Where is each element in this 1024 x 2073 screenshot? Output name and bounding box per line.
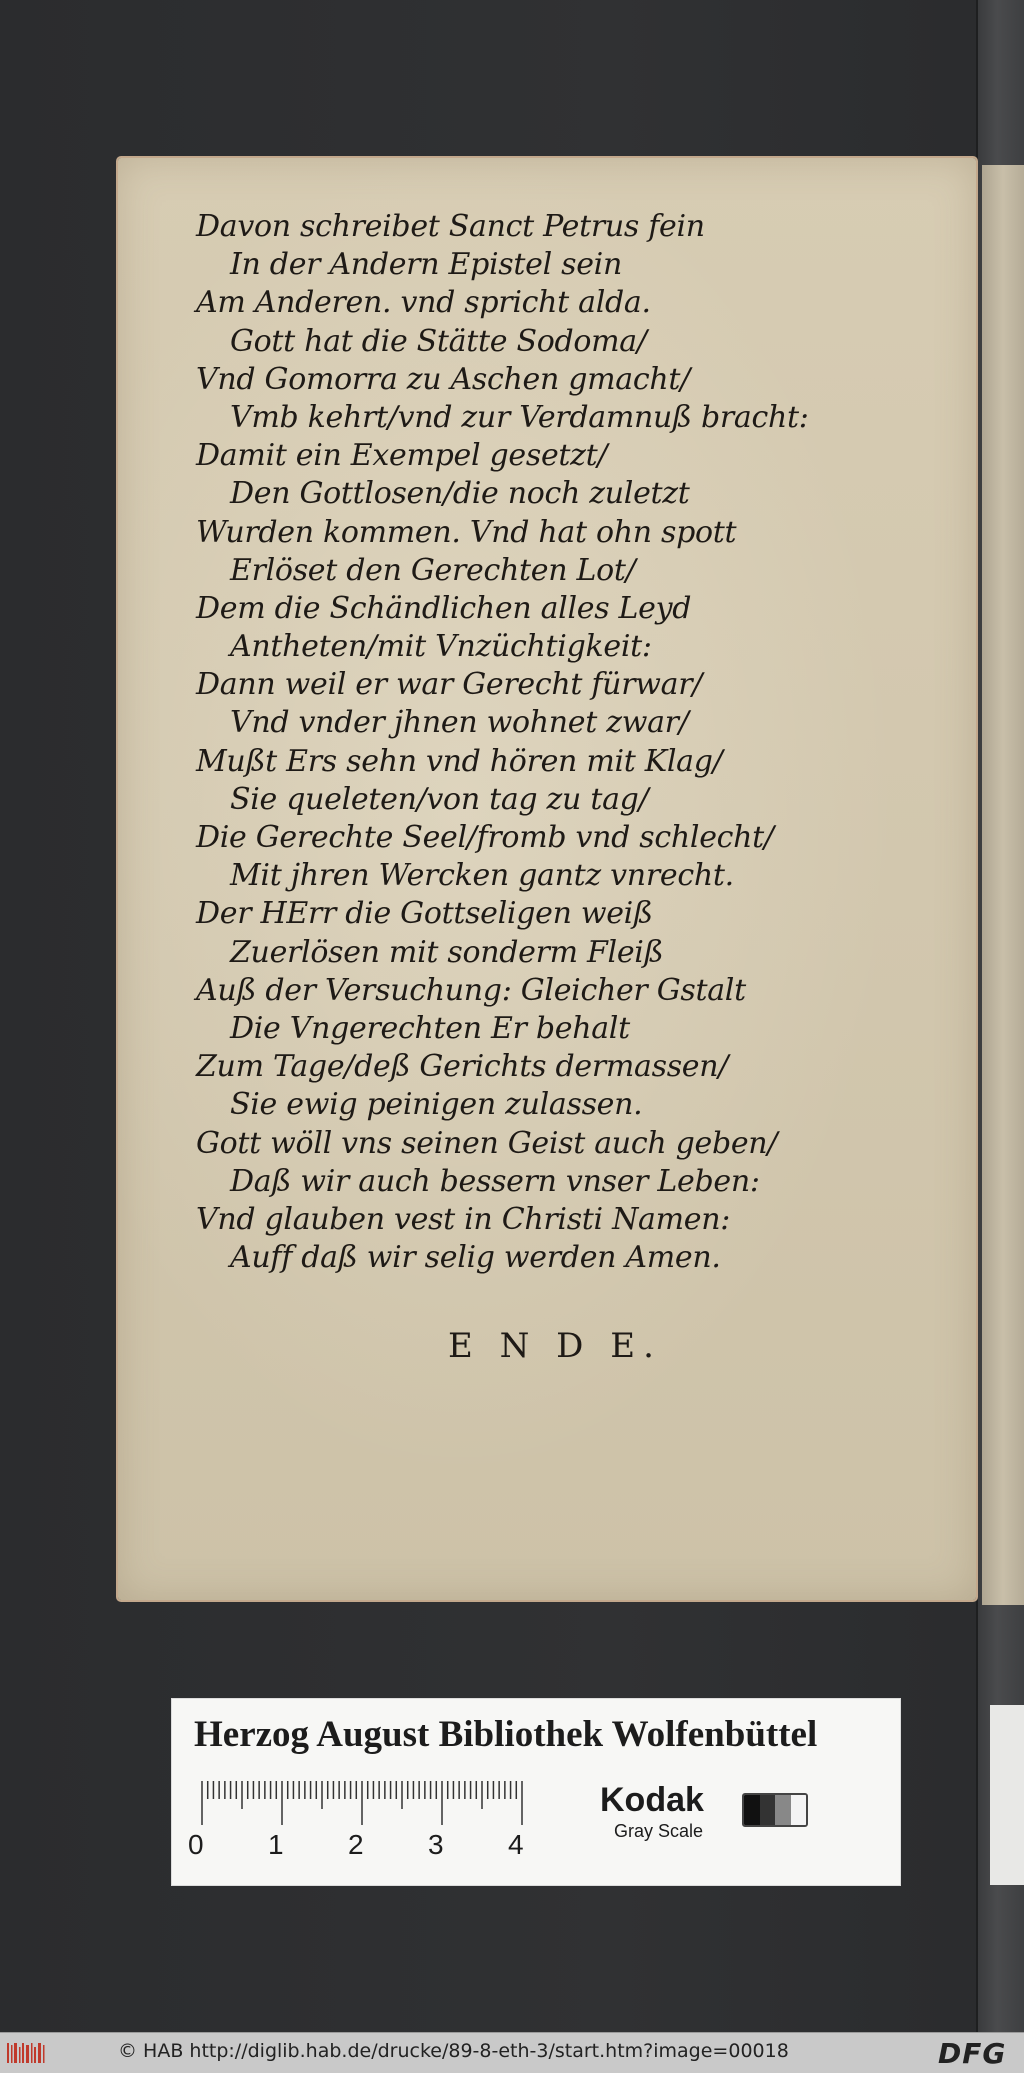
verse-line: Die Vngerechten Er behalt: [230, 1010, 630, 1046]
ruler-number: 0: [188, 1829, 204, 1860]
citation-link[interactable]: © HAB http://diglib.hab.de/drucke/89-8-eth-3/start.htm?image=00018: [118, 2040, 789, 2062]
adjacent-card-edge: [990, 1705, 1024, 1885]
verse-line: Sie queleten/von tag zu tag/: [230, 781, 649, 817]
verse-line: Vnd vnder jhnen wohnet zwar/: [230, 705, 689, 741]
ruler-number: 3: [428, 1829, 444, 1860]
verse-line: Antheten/mit Vnzüchtigkeit:: [230, 629, 652, 665]
verse-line: Dann weil er war Gerecht fürwar/: [196, 667, 703, 703]
dfg-logo: DFG: [938, 2037, 1007, 2070]
verse-line: Mußt Ers sehn vnd hören mit Klag/: [196, 743, 723, 779]
verse-line: Auff daß wir selig werden Amen.: [230, 1240, 721, 1276]
footer-bar: [0, 2032, 1024, 2073]
kodak-logo: Kodak: [600, 1781, 704, 1819]
verse-line: Davon schreibet Sanct Petrus fein: [196, 209, 705, 244]
verse-line: Dem die Schändlichen alles Leyd: [196, 590, 692, 626]
finis-mark: E N D E.: [448, 1326, 662, 1366]
verse-line: Erlöset den Gerechten Lot/: [230, 552, 636, 588]
verse-line: Sie ewig peinigen zulassen.: [230, 1087, 643, 1123]
gray-scale-label: Gray Scale: [614, 1821, 704, 1841]
verse-line: Der HErr die Gottseligen weiß: [196, 896, 653, 932]
verse-line: Wurden kommen. Vnd hat ohn spott: [196, 514, 737, 550]
adjacent-page-edge: [982, 165, 1024, 1605]
verse-line: Zuerlösen mit sonderm Fleiß: [230, 934, 664, 970]
verse-line: Damit ein Exempel gesetzt/: [196, 438, 608, 474]
ruler-icon: [194, 1779, 534, 1827]
verse-line: Zum Tage/deß Gerichts dermassen/: [196, 1049, 729, 1085]
verse-line: Auß der Versuchung: Gleicher Gstalt: [196, 972, 746, 1008]
gray-swatch-icon: [742, 1793, 808, 1827]
verse-line: Den Gottlosen/die noch zuletzt: [230, 476, 690, 512]
verse-line: In der Andern Epistel sein: [230, 247, 622, 283]
hab-barcode-icon: [6, 2041, 46, 2065]
institution-name: Herzog August Bibliothek Wolfenbüttel: [194, 1714, 818, 1755]
ruler-number: 4: [508, 1829, 524, 1860]
verse-line: Daß wir auch bessern vnser Leben:: [230, 1163, 760, 1199]
verse-line: Am Anderen. vnd spricht alda.: [196, 285, 651, 321]
verse-line: Gott hat die Stätte Sodoma/: [230, 323, 647, 359]
verse-line: Vnd glauben vest in Christi Namen:: [196, 1201, 731, 1237]
verse-line: Die Gerechte Seel/fromb vnd schlecht/: [196, 820, 774, 855]
ruler-number: 2: [348, 1829, 364, 1860]
verse-line: Mit jhren Wercken gantz vnrecht.: [230, 858, 734, 894]
verse-line: Gott wöll vns seinen Geist auch geben/: [196, 1125, 778, 1161]
book-page: [118, 158, 976, 1600]
ruler-number: 1: [268, 1829, 284, 1860]
verse-line: Vmb kehrt/vnd zur Verdamnuß bracht:: [230, 399, 809, 435]
color-reference-card: [171, 1698, 901, 1886]
verse-line: Vnd Gomorra zu Aschen gmacht/: [196, 361, 690, 397]
verse-block: [196, 208, 916, 1277]
